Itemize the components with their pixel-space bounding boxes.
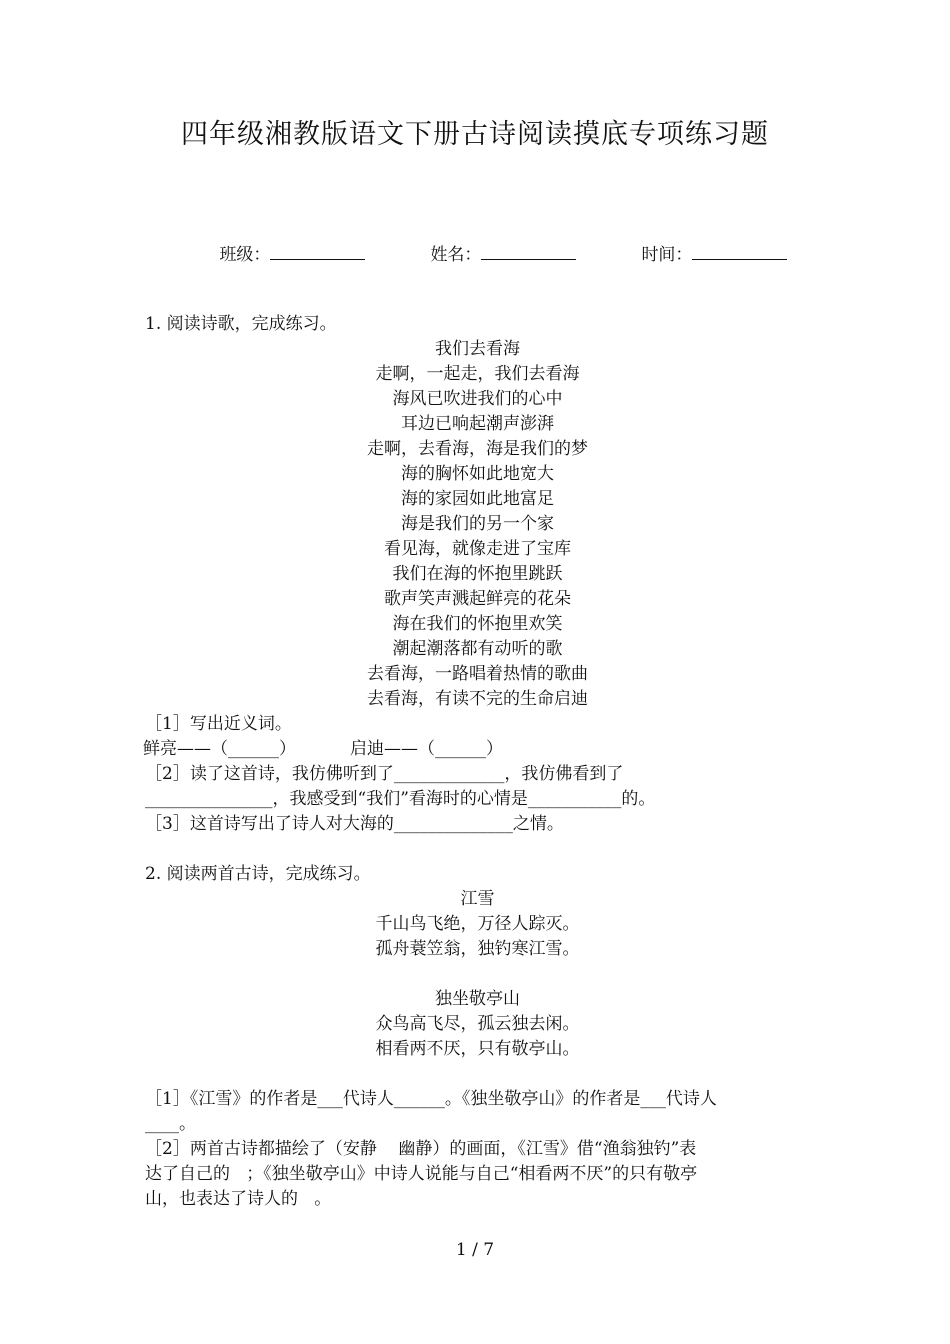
q2-poem1-line: 孤舟蓑笠翁，独钓寒江雪。: [375, 939, 580, 959]
q1-poem-line: 去看海，有读不完的生命启迪: [367, 689, 588, 709]
q1-poem-line: 我们在海的怀抱里跳跃: [392, 564, 563, 584]
q1-poem-line: 海在我们的怀抱里欢笑: [392, 614, 563, 634]
q1-sub1: ［1］写出近义词。: [145, 714, 292, 734]
q2-sub1-line-a[interactable]: ［1］《江雪》的作者是___代诗人______。《独坐敬亭山》的作者是___代诗人: [145, 1089, 717, 1109]
q1-poem-line: 歌声笑声溅起鲜亮的花朵: [384, 589, 571, 609]
q2-poem2-line: 相看两不厌，只有敬亭山。: [375, 1039, 580, 1059]
name-field: [398, 220, 576, 285]
q2-sub1-line-b[interactable]: ____。: [145, 1114, 196, 1134]
time-field: [609, 220, 787, 285]
document-content: [145, 312, 810, 1212]
spacer: [145, 962, 810, 987]
spacer: [145, 1062, 810, 1087]
q1-sub1-answer-line[interactable]: 鲜亮——（______） 启迪——（______）: [143, 739, 504, 759]
q2-heading: 2. 阅读两首古诗，完成练习。: [145, 864, 371, 884]
q1-poem-line: 走啊，一起走，我们去看海: [375, 364, 580, 384]
q1-poem-line: 海的胸怀如此地宽大: [401, 464, 554, 484]
q1-poem-line: 海的家园如此地富足: [401, 489, 554, 509]
q1-sub3[interactable]: ［3］这首诗写出了诗人对大海的______________之情。: [145, 814, 564, 834]
class-label: 班级：: [219, 245, 271, 265]
name-label: 姓名：: [430, 245, 482, 265]
q2-poem2-line: 众鸟高飞尽，孤云独去闲。: [375, 1014, 580, 1034]
student-info-row: [0, 220, 950, 265]
q1-poem-line: 潮起潮落都有动听的歌: [392, 639, 563, 659]
q1-poem-line: 看见海，就像走进了宝库: [384, 539, 571, 559]
q1-poem-line: 走啊，去看海，海是我们的梦: [367, 439, 588, 459]
q1-sub2-line-a[interactable]: ［2］读了这首诗，我仿佛听到了_____________，我仿佛看到了: [145, 764, 624, 784]
q1-poem-line: 海是我们的另一个家: [401, 514, 554, 534]
time-blank[interactable]: [692, 243, 787, 260]
q1-heading: 1. 阅读诗歌，完成练习。: [145, 314, 337, 334]
q2-poem1-title: 江雪: [460, 889, 495, 909]
document-title: 四年级湘教版语文下册古诗阅读摸底专项练习题: [181, 119, 769, 150]
q1-sub2-line-b[interactable]: _______________，我感受到“我们”看海时的心情是___________的。: [145, 789, 656, 809]
q2-sub2-line-b[interactable]: 达了自己的 ；《独坐敬亭山》中诗人说能与自己“相看两不厌”的只有敬亭: [145, 1164, 698, 1184]
time-label: 时间：: [641, 245, 693, 265]
q2-poem1-line: 千山鸟飞绝，万径人踪灭。: [375, 914, 580, 934]
q1-poem-line: 海风已吹进我们的心中: [392, 389, 563, 409]
q1-poem-line: 去看海，一路唱着热情的歌曲: [367, 664, 588, 684]
class-field: [187, 220, 365, 285]
name-blank[interactable]: [481, 243, 576, 260]
q2-sub2-line-a[interactable]: ［2］两首古诗都描绘了（安静 幽静）的画面，《江雪》借“渔翁独钓”表: [145, 1139, 697, 1159]
q1-poem-line: 耳边已响起潮声澎湃: [401, 414, 554, 434]
q2-sub2-line-c[interactable]: 山，也表达了诗人的 。: [145, 1189, 332, 1209]
page-number: 1 / 7: [455, 1240, 495, 1260]
q2-poem2-title: 独坐敬亭山: [435, 989, 520, 1009]
q1-poem: [145, 362, 810, 712]
class-blank[interactable]: [270, 243, 365, 260]
q1-poem-title: 我们去看海: [435, 339, 520, 359]
spacer: [145, 837, 810, 862]
